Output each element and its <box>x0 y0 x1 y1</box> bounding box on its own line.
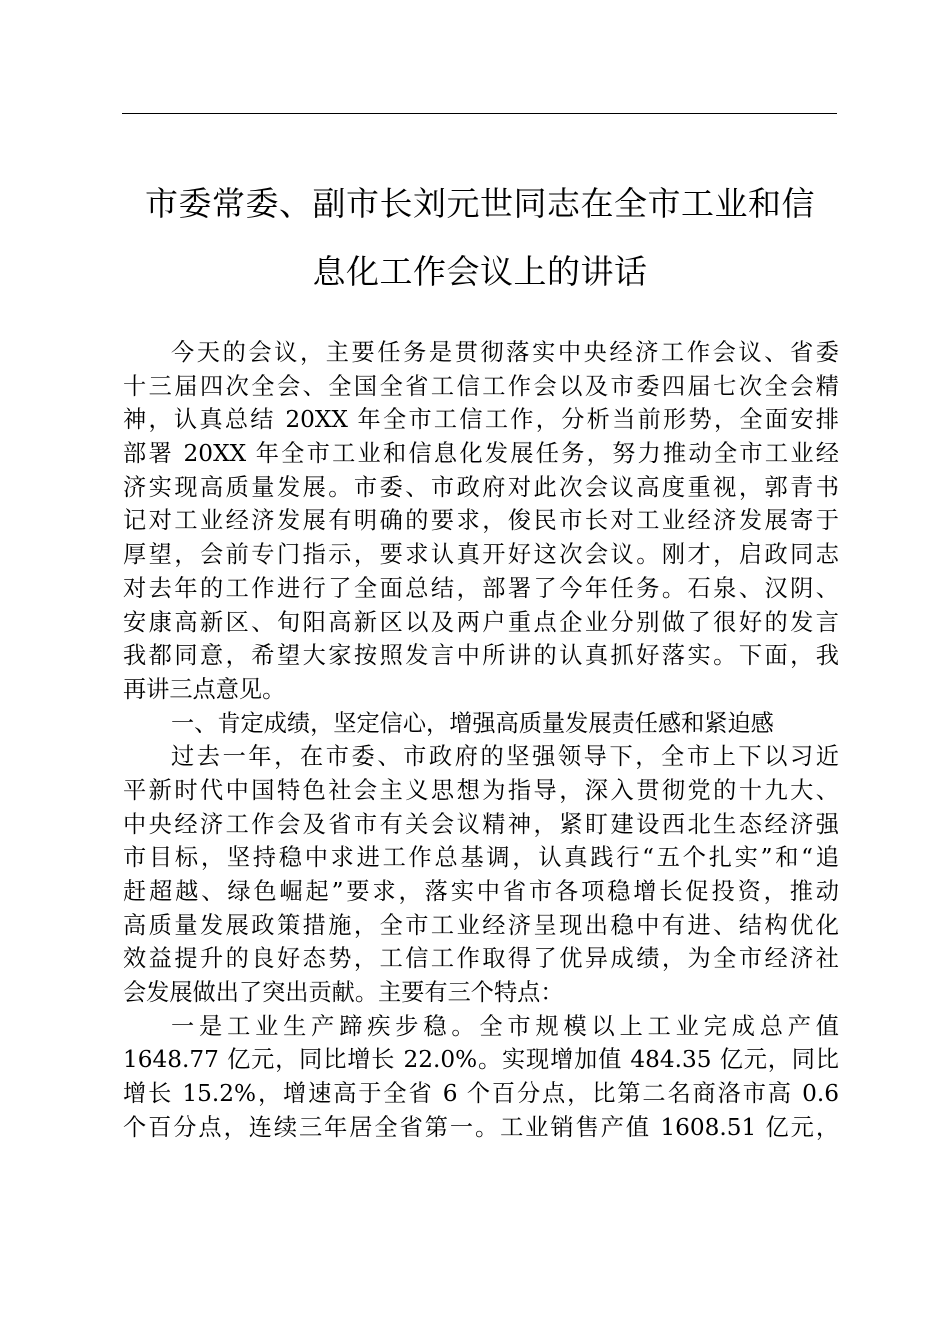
title-line: 市委常委、副市长刘元世同志在全市工业和信 <box>145 184 815 223</box>
body-line: 十三届四次全会、全国全省工信工作会以及市委四届七次全会精 <box>123 372 839 400</box>
body-line: 过去一年，在市委、市政府的坚强领导下，全市上下以习近 <box>171 743 839 771</box>
document-title <box>110 170 850 306</box>
body-line: 安康高新区、旬阳高新区以及两户重点企业分别做了很好的发言 <box>123 608 839 636</box>
body-line: 厚望，会前专门指示，要求认真开好这次会议。刚才，启政同志 <box>123 541 839 569</box>
body-line: 部署 20XX 年全市工业和信息化发展任务，努力推动全市工业经 <box>123 440 839 468</box>
body-line: 效益提升的良好态势，工信工作取得了优异成绩，为全市经济社 <box>123 945 839 973</box>
body-line: 高质量发展政策措施，全市工业经济呈现出稳中有进、结构优化 <box>123 911 839 939</box>
body-line: 一是工业生产蹄疾步稳。全市规模以上工业完成总产值 <box>171 1012 839 1040</box>
document-body <box>123 336 839 1145</box>
body-line: 对去年的工作进行了全面总结，部署了今年任务。石泉、汉阴、 <box>123 574 839 602</box>
body-line: 个百分点，连续三年居全省第一。工业销售产值 1608.51 亿元， <box>123 1113 839 1141</box>
body-line: 平新时代中国特色社会主义思想为指导，深入贯彻党的十九大、 <box>123 776 839 804</box>
body-line: 记对工业经济发展有明确的要求，俊民市长对工业经济发展寄于 <box>123 507 839 535</box>
body-line: 我都同意，希望大家按照发言中所讲的认真抓好落实。下面，我 <box>123 642 839 670</box>
body-line: 增长 15.2%，增速高于全省 6 个百分点，比第二名商洛市高 0.6 <box>123 1080 839 1108</box>
header-rule <box>122 113 837 114</box>
body-line: 今天的会议，主要任务是贯彻落实中央经济工作会议、省委 <box>171 339 839 366</box>
body-line: 市目标，坚持稳中求进工作总基调，认真践行“五个扎实”和“追 <box>123 844 839 872</box>
body-line: 赶超越、绿色崛起”要求，落实中省市各项稳增长促投资，推动 <box>123 878 839 905</box>
body-line: 神，认真总结 20XX 年全市工信工作，分析当前形势，全面安排 <box>123 406 839 434</box>
body-line: 会发展做出了突出贡献。主要有三个特点： <box>123 979 564 1007</box>
body-line: 中央经济工作会及省市有关会议精神，紧盯建设西北生态经济强 <box>123 810 839 838</box>
title-line: 息化工作会议上的讲话 <box>312 252 648 291</box>
body-line: 济实现高质量发展。市委、市政府对此次会议高度重视，郭青书 <box>123 473 839 501</box>
body-line: 1648.77 亿元，同比增长 22.0%。实现增加值 484.35 亿元，同比 <box>123 1046 839 1074</box>
section-heading: 一、肯定成绩，坚定信心，增强高质量发展责任感和紧迫感 <box>171 709 774 737</box>
body-line: 再讲三点意见。 <box>123 675 286 703</box>
